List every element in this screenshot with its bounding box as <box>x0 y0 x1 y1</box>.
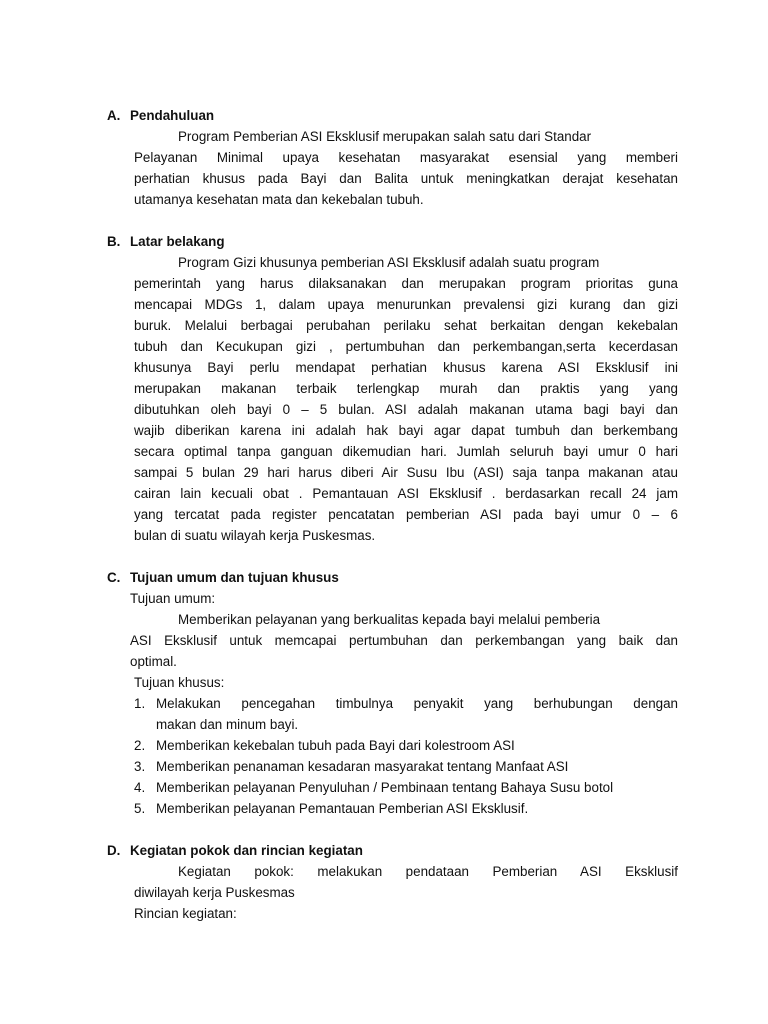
section-d-letter: D. <box>107 843 121 858</box>
tujuan-umum-line: ASI Eksklusif untuk memcapai pertumbuhan dan perkembangan yang baik dan <box>130 633 678 648</box>
section-b-heading: Latar belakang <box>130 234 225 249</box>
list-item-text: Melakukan pencegahan timbulnya penyakit yang berhubungan dengan <box>156 696 678 711</box>
section-b-para-line: tubuh dan Kecukupan gizi , pertumbuhan dan perkembangan,serta kecerdasan <box>134 339 678 354</box>
section-a-heading: Pendahuluan <box>130 108 215 123</box>
section-b-para-line: bulan di suatu wilayah kerja Puskesmas. <box>134 528 376 543</box>
section-a-para-line: Pelayanan Minimal upaya kesehatan masyarakat esensial yang memberi <box>134 150 678 165</box>
section-b-para-line: wajib diberikan karena ini adalah hak bayi agar dapat tumbuh dan berkembang <box>134 423 678 438</box>
section-d-para-line: diwilayah kerja Puskesmas <box>134 885 295 900</box>
section-b-letter: B. <box>107 234 121 249</box>
section-d-heading: Kegiatan pokok dan rincian kegiatan <box>130 843 363 858</box>
list-item-text: Memberikan penanaman kesadaran masyarakat tentang Manfaat ASI <box>156 759 569 774</box>
tujuan-umum-line: optimal. <box>130 654 177 669</box>
section-a-para-line: perhatian khusus pada Bayi dan Balita untuk meningkatkan derajat kesehatan <box>134 171 678 186</box>
list-item-number: 5. <box>134 801 146 816</box>
list-item-text: makan dan minum bayi. <box>156 717 299 732</box>
section-b-para-line: buruk. Melalui berbagai perubahan perilaku sehat berkaitan dengan kekebalan <box>134 318 678 333</box>
section-b-para-line: pemerintah yang harus dilaksanakan dan merupakan program prioritas guna <box>134 276 678 291</box>
list-item-number: 1. <box>134 696 146 711</box>
section-a-letter: A. <box>107 108 121 123</box>
list-item-text: Memberikan kekebalan tubuh pada Bayi dari kolestroom ASI <box>156 738 515 753</box>
section-b-para-line: yang tercatat pada register pencatatan pemberian ASI pada bayi umur 0 – 6 <box>134 507 678 522</box>
section-c-heading: Tujuan umum dan tujuan khusus <box>130 570 339 585</box>
list-item-number: 2. <box>134 738 146 753</box>
tujuan-umum-label: Tujuan umum: <box>130 591 216 606</box>
section-a-para-line: Program Pemberian ASI Eksklusif merupakan salah satu dari Standar <box>178 129 592 144</box>
section-b-para-line: secara optimal tanpa ganguan dikemudian hari. Jumlah seluruh bayi umur 0 hari <box>134 444 678 459</box>
tujuan-umum-line: Memberikan pelayanan yang berkualitas kepada bayi melalui pemberia <box>178 612 601 627</box>
list-item-text: Memberikan pelayanan Penyuluhan / Pembinaan tentang Bahaya Susu botol <box>156 780 614 795</box>
list-item-number: 3. <box>134 759 146 774</box>
section-b-para-line: cairan lain kecuali obat . Pemantauan ASI Eksklusif . berdasarkan recall 24 jam <box>134 486 678 501</box>
section-a-para-line: utamanya kesehatan mata dan kekebalan tubuh. <box>134 192 424 207</box>
section-b-para-line: Program Gizi khusunya pemberian ASI Eksklusif adalah suatu program <box>178 255 600 270</box>
list-item-text: Memberikan pelayanan Pemantauan Pemberian ASI Eksklusif. <box>156 801 529 816</box>
list-item-number: 4. <box>134 780 146 795</box>
section-b-para-line: khusunya Bayi perlu mendapat perhatian khusus karena ASI Eksklusif ini <box>134 360 678 375</box>
rincian-kegiatan-label: Rincian kegiatan: <box>134 906 237 921</box>
section-b-para-line: mencapai MDGs 1, dalam upaya menurunkan prevalensi gizi kurang dan gizi <box>134 297 678 312</box>
section-b-para-line: merupakan makanan terbaik terlengkap murah dan praktis yang yang <box>134 381 678 396</box>
tujuan-khusus-label: Tujuan khusus: <box>134 675 225 690</box>
section-c-letter: C. <box>107 570 121 585</box>
section-b-para-line: dibutuhkan oleh bayi 0 – 5 bulan. ASI adalah makanan utama bagi bayi dan <box>134 402 678 417</box>
section-d-para-line: Kegiatan pokok: melakukan pendataan Pemberian ASI Eksklusif <box>178 864 678 879</box>
section-b-para-line: sampai 5 bulan 29 hari harus diberi Air Susu Ibu (ASI) saja tanpa makanan atau <box>134 465 678 480</box>
